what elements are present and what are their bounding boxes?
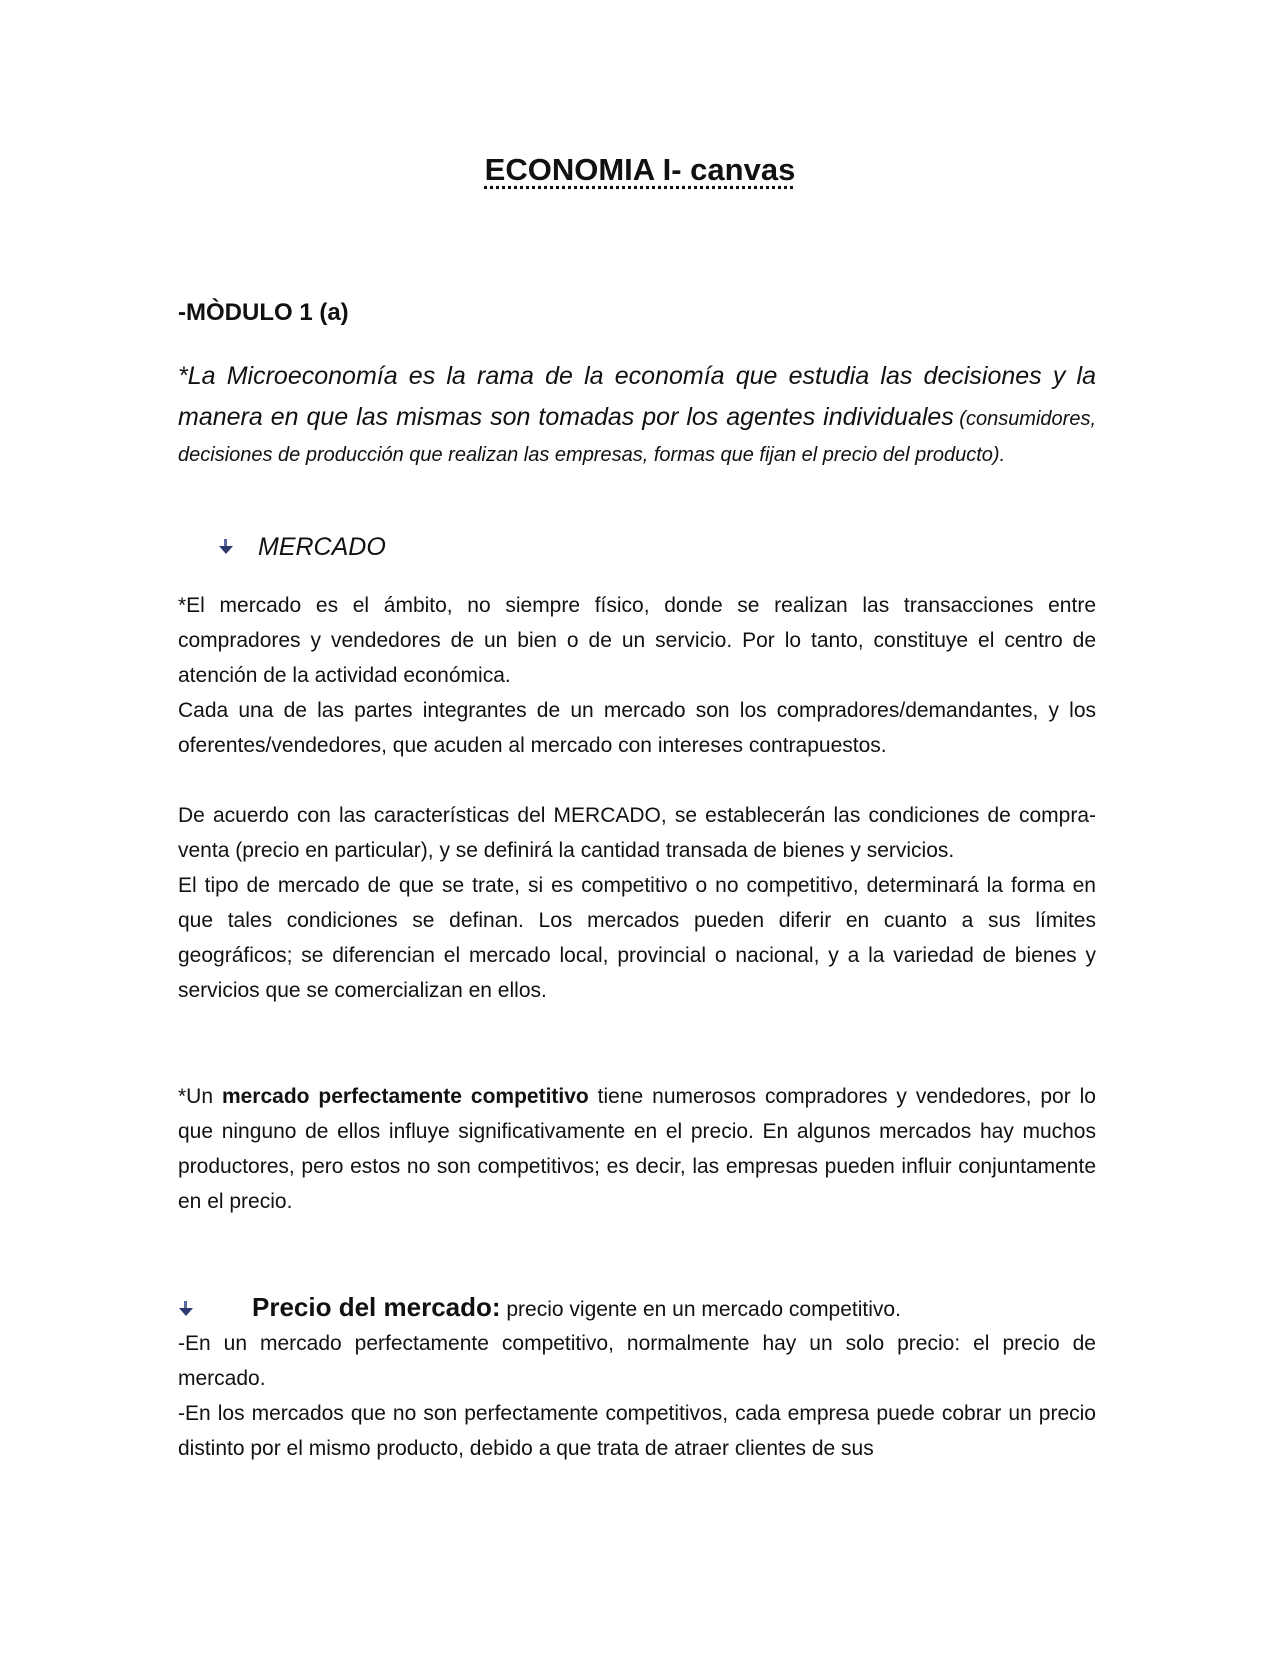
paragraph: El tipo de mercado de que se trate, si es competitivo o no competitivo, determinará la forma en que tales condiciones se definan. Los mercados pueden diferir en cuanto a sus límites geográficos; se diferencian el mercado local, provincial o nacional, y a la variedad de bienes y servicios que se comercializan en ellos. (178, 874, 1096, 1002)
paragraph: Cada una de las partes integrantes de un mercado son los compradores/demandantes, y los oferentes/vendedores, que acuden al mercado con intereses contrapuestos. (178, 699, 1096, 757)
intro-paragraph (178, 356, 1096, 473)
mercado-section (178, 588, 1096, 763)
competitivo-bold-term: mercado perfectamente competitivo (221, 1085, 589, 1108)
document-title (0, 148, 1280, 192)
title-text: ECONOMIA I- canvas (484, 152, 796, 187)
competitivo-paragraph (178, 1079, 1096, 1219)
precio-definition (252, 1290, 901, 1327)
intro-main-text: *La Microeconomía es la rama de la economía que estudia las decisiones y la manera en que las mismas son tomadas por los agentes individuales (178, 362, 1096, 431)
bullet-mercado-label: MERCADO (258, 533, 386, 561)
paragraph: -En los mercados que no son perfectamente competitivos, cada empresa puede cobrar un precio distinto por el mismo producto, debido a que trata de atraer clientes de sus (178, 1402, 1096, 1460)
arrow-down-bullet-icon (218, 539, 234, 555)
precio-definition-text: precio vigente en un mercado competitivo. (500, 1298, 901, 1321)
bullet-precio (178, 1290, 901, 1327)
arrow-down-bullet-icon (178, 1301, 194, 1317)
bullet-mercado (218, 530, 386, 564)
precio-section (178, 1326, 1096, 1466)
paragraph: De acuerdo con las características del MERCADO, se establecerán las condiciones de compra-venta (precio en particular), y se definirá la cantidad transada de bienes y servicios. (178, 804, 1096, 862)
paragraph: *El mercado es el ámbito, no siempre físico, donde se realizan las transacciones entre compradores y vendedores de un bien o de un servicio. Por lo tanto, constituye el centro de atención de la actividad económica. (178, 594, 1096, 687)
competitivo-rest: tiene numerosos compradores y vendedores, por lo que ninguno de ellos influye significativamente en el precio. En algunos mercados hay muchos productores, pero estos no son competitivos; es decir, las empresas pueden influir conjuntamente en el precio. (178, 1085, 1096, 1213)
condiciones-section (178, 798, 1096, 1008)
paragraph: -En un mercado perfectamente competitivo, normalmente hay un solo precio: el precio de mercado. (178, 1332, 1096, 1390)
precio-label: Precio del mercado: (252, 1292, 501, 1322)
competitivo-prefix: *Un (178, 1085, 222, 1108)
paragraph (178, 1079, 1096, 1219)
intro-small-text: (consumidores, decisiones de producción que realizan las empresas, formas que fijan el precio del producto). (178, 408, 1096, 466)
module-heading: -MÒDULO 1 (a) (178, 299, 349, 326)
